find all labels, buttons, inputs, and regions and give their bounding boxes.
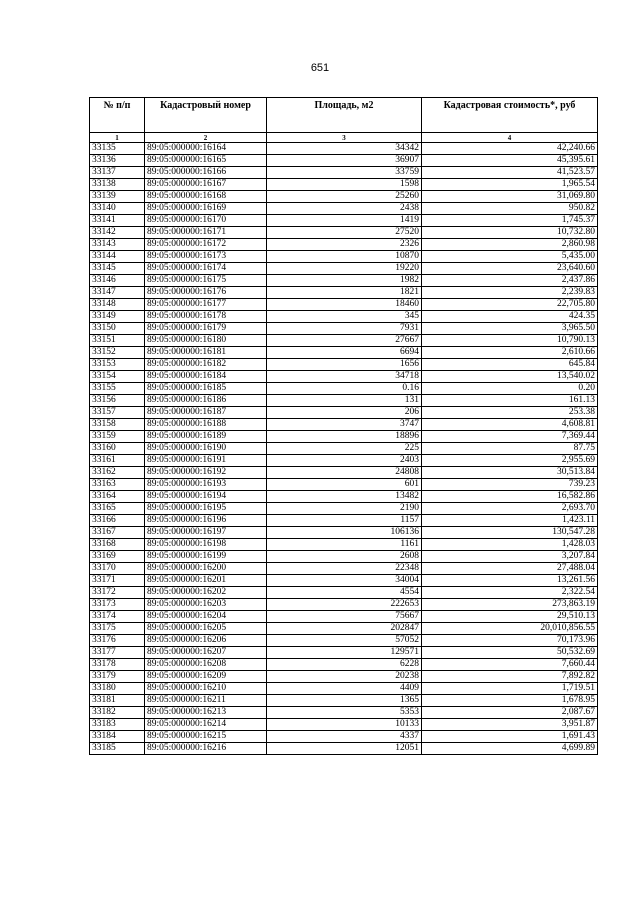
row-number-cell: 33168 <box>90 539 145 551</box>
row-number-cell: 33157 <box>90 407 145 419</box>
cadastral-value-cell: 7,660.44 <box>422 659 598 671</box>
cadastral-number-cell: 89:05:000000:16200 <box>145 563 267 575</box>
cadastral-value-cell: 13,261.56 <box>422 575 598 587</box>
cadastral-number-cell: 89:05:000000:16165 <box>145 155 267 167</box>
cadastral-value-cell: 2,322.54 <box>422 587 598 599</box>
cadastral-number-cell: 89:05:000000:16191 <box>145 455 267 467</box>
table-row <box>90 647 598 659</box>
cadastral-value-cell: 10,732.80 <box>422 227 598 239</box>
table-row <box>90 383 598 395</box>
column-number: 2 <box>145 133 267 143</box>
area-cell: 27667 <box>267 335 422 347</box>
cadastral-value-cell: 20,010,856.55 <box>422 623 598 635</box>
area-cell: 202847 <box>267 623 422 635</box>
table-row <box>90 155 598 167</box>
cadastral-value-cell: 7,892.82 <box>422 671 598 683</box>
row-number-cell: 33173 <box>90 599 145 611</box>
row-number-cell: 33178 <box>90 659 145 671</box>
table-row <box>90 431 598 443</box>
header-row-number: № п/п <box>90 98 145 133</box>
row-number-cell: 33152 <box>90 347 145 359</box>
table-row <box>90 179 598 191</box>
area-cell: 129571 <box>267 647 422 659</box>
cadastral-number-cell: 89:05:000000:16195 <box>145 503 267 515</box>
table-row <box>90 695 598 707</box>
table-row <box>90 611 598 623</box>
table-row <box>90 395 598 407</box>
table-row <box>90 287 598 299</box>
row-number-cell: 33135 <box>90 143 145 155</box>
cadastral-number-cell: 89:05:000000:16208 <box>145 659 267 671</box>
cadastral-value-cell: 29,510.13 <box>422 611 598 623</box>
cadastral-number-cell: 89:05:000000:16205 <box>145 623 267 635</box>
table-row <box>90 635 598 647</box>
table-row <box>90 263 598 275</box>
row-number-cell: 33137 <box>90 167 145 179</box>
area-cell: 10133 <box>267 719 422 731</box>
table-row <box>90 419 598 431</box>
cadastral-number-cell: 89:05:000000:16213 <box>145 707 267 719</box>
row-number-cell: 33167 <box>90 527 145 539</box>
cadastral-value-cell: 0.20 <box>422 383 598 395</box>
column-number-row <box>90 133 598 143</box>
cadastral-value-cell: 253.38 <box>422 407 598 419</box>
cadastral-value-cell: 42,240.66 <box>422 143 598 155</box>
cadastral-number-cell: 89:05:000000:16199 <box>145 551 267 563</box>
area-cell: 18896 <box>267 431 422 443</box>
table-row <box>90 539 598 551</box>
cadastral-number-cell: 89:05:000000:16206 <box>145 635 267 647</box>
area-cell: 6228 <box>267 659 422 671</box>
cadastral-value-cell: 424.35 <box>422 311 598 323</box>
cadastral-number-cell: 89:05:000000:16215 <box>145 731 267 743</box>
table-row <box>90 299 598 311</box>
row-number-cell: 33155 <box>90 383 145 395</box>
cadastral-number-cell: 89:05:000000:16214 <box>145 719 267 731</box>
table-row <box>90 143 598 155</box>
cadastral-value-cell: 50,532.69 <box>422 647 598 659</box>
header-area: Площадь, м2 <box>267 98 422 133</box>
area-cell: 1598 <box>267 179 422 191</box>
cadastral-value-cell: 3,207.84 <box>422 551 598 563</box>
area-cell: 19220 <box>267 263 422 275</box>
cadastral-number-cell: 89:05:000000:16171 <box>145 227 267 239</box>
cadastral-number-cell: 89:05:000000:16198 <box>145 539 267 551</box>
area-cell: 2438 <box>267 203 422 215</box>
cadastral-number-cell: 89:05:000000:16186 <box>145 395 267 407</box>
table-row <box>90 359 598 371</box>
area-cell: 18460 <box>267 299 422 311</box>
area-cell: 33759 <box>267 167 422 179</box>
cadastral-number-cell: 89:05:000000:16174 <box>145 263 267 275</box>
row-number-cell: 33142 <box>90 227 145 239</box>
cadastral-number-cell: 89:05:000000:16190 <box>145 443 267 455</box>
cadastral-number-cell: 89:05:000000:16193 <box>145 479 267 491</box>
area-cell: 34004 <box>267 575 422 587</box>
area-cell: 13482 <box>267 491 422 503</box>
cadastral-value-cell: 7,369.44 <box>422 431 598 443</box>
cadastral-number-cell: 89:05:000000:16188 <box>145 419 267 431</box>
area-cell: 222653 <box>267 599 422 611</box>
cadastral-value-cell: 2,693.70 <box>422 503 598 515</box>
header-cadastral-number: Кадастровый номер <box>145 98 267 133</box>
cadastral-value-cell: 30,513.84 <box>422 467 598 479</box>
table-row <box>90 443 598 455</box>
area-cell: 601 <box>267 479 422 491</box>
table-row <box>90 347 598 359</box>
row-number-cell: 33153 <box>90 359 145 371</box>
cadastral-number-cell: 89:05:000000:16189 <box>145 431 267 443</box>
cadastral-value-cell: 16,582.86 <box>422 491 598 503</box>
cadastral-number-cell: 89:05:000000:16166 <box>145 167 267 179</box>
area-cell: 34718 <box>267 371 422 383</box>
area-cell: 1365 <box>267 695 422 707</box>
table-row <box>90 323 598 335</box>
table-row <box>90 563 598 575</box>
cadastral-value-cell: 22,705.80 <box>422 299 598 311</box>
area-cell: 2403 <box>267 455 422 467</box>
cadastral-number-cell: 89:05:000000:16181 <box>145 347 267 359</box>
column-number: 3 <box>267 133 422 143</box>
cadastral-value-cell: 41,523.57 <box>422 167 598 179</box>
cadastral-value-cell: 5,435.00 <box>422 251 598 263</box>
row-number-cell: 33169 <box>90 551 145 563</box>
row-number-cell: 33160 <box>90 443 145 455</box>
cadastral-value-cell: 1,719.51 <box>422 683 598 695</box>
cadastral-number-cell: 89:05:000000:16211 <box>145 695 267 707</box>
page-number: 651 <box>310 62 330 74</box>
table-row <box>90 275 598 287</box>
area-cell: 4554 <box>267 587 422 599</box>
row-number-cell: 33154 <box>90 371 145 383</box>
table-row <box>90 743 598 755</box>
area-cell: 75667 <box>267 611 422 623</box>
row-number-cell: 33179 <box>90 671 145 683</box>
table-row <box>90 203 598 215</box>
area-cell: 1821 <box>267 287 422 299</box>
row-number-cell: 33170 <box>90 563 145 575</box>
column-number: 4 <box>422 133 598 143</box>
area-cell: 1419 <box>267 215 422 227</box>
cadastral-value-cell: 739.23 <box>422 479 598 491</box>
table-row <box>90 491 598 503</box>
cadastral-number-cell: 89:05:000000:16197 <box>145 527 267 539</box>
cadastral-value-cell: 130,547.28 <box>422 527 598 539</box>
cadastral-value-cell: 10,790.13 <box>422 335 598 347</box>
row-number-cell: 33171 <box>90 575 145 587</box>
area-cell: 27520 <box>267 227 422 239</box>
row-number-cell: 33181 <box>90 695 145 707</box>
cadastral-value-cell: 87.75 <box>422 443 598 455</box>
area-cell: 131 <box>267 395 422 407</box>
table-row <box>90 407 598 419</box>
cadastral-number-cell: 89:05:000000:16167 <box>145 179 267 191</box>
table-row <box>90 479 598 491</box>
cadastral-value-cell: 2,437.86 <box>422 275 598 287</box>
cadastral-value-cell: 950.82 <box>422 203 598 215</box>
row-number-cell: 33136 <box>90 155 145 167</box>
cadastral-value-cell: 273,863.19 <box>422 599 598 611</box>
cadastral-value-cell: 4,699.89 <box>422 743 598 755</box>
cadastral-number-cell: 89:05:000000:16202 <box>145 587 267 599</box>
area-cell: 2190 <box>267 503 422 515</box>
row-number-cell: 33166 <box>90 515 145 527</box>
row-number-cell: 33158 <box>90 419 145 431</box>
cadastral-value-cell: 23,640.60 <box>422 263 598 275</box>
area-cell: 1157 <box>267 515 422 527</box>
row-number-cell: 33174 <box>90 611 145 623</box>
row-number-cell: 33159 <box>90 431 145 443</box>
area-cell: 25260 <box>267 191 422 203</box>
row-number-cell: 33147 <box>90 287 145 299</box>
row-number-cell: 33165 <box>90 503 145 515</box>
area-cell: 206 <box>267 407 422 419</box>
area-cell: 1656 <box>267 359 422 371</box>
area-cell: 225 <box>267 443 422 455</box>
cadastral-number-cell: 89:05:000000:16177 <box>145 299 267 311</box>
cadastral-number-cell: 89:05:000000:16185 <box>145 383 267 395</box>
table-row <box>90 707 598 719</box>
area-cell: 2608 <box>267 551 422 563</box>
cadastral-number-cell: 89:05:000000:16164 <box>145 143 267 155</box>
cadastral-value-cell: 3,965.50 <box>422 323 598 335</box>
cadastral-value-cell: 161.13 <box>422 395 598 407</box>
table-header-row <box>90 98 598 133</box>
row-number-cell: 33149 <box>90 311 145 323</box>
area-cell: 57052 <box>267 635 422 647</box>
table-row <box>90 731 598 743</box>
cadastral-value-cell: 27,488.04 <box>422 563 598 575</box>
table-row <box>90 587 598 599</box>
table-row <box>90 311 598 323</box>
cadastral-number-cell: 89:05:000000:16209 <box>145 671 267 683</box>
cadastral-value-cell: 1,965.54 <box>422 179 598 191</box>
cadastral-value-cell: 4,608.81 <box>422 419 598 431</box>
area-cell: 0.16 <box>267 383 422 395</box>
cadastral-value-cell: 645.84 <box>422 359 598 371</box>
row-number-cell: 33177 <box>90 647 145 659</box>
cadastral-value-cell: 13,540.02 <box>422 371 598 383</box>
row-number-cell: 33185 <box>90 743 145 755</box>
cadastral-number-cell: 89:05:000000:16168 <box>145 191 267 203</box>
row-number-cell: 33156 <box>90 395 145 407</box>
table-row <box>90 551 598 563</box>
row-number-cell: 33145 <box>90 263 145 275</box>
row-number-cell: 33162 <box>90 467 145 479</box>
area-cell: 2326 <box>267 239 422 251</box>
cadastral-number-cell: 89:05:000000:16194 <box>145 491 267 503</box>
cadastral-number-cell: 89:05:000000:16176 <box>145 287 267 299</box>
area-cell: 1982 <box>267 275 422 287</box>
table-row <box>90 167 598 179</box>
cadastral-number-cell: 89:05:000000:16175 <box>145 275 267 287</box>
area-cell: 34342 <box>267 143 422 155</box>
table-row <box>90 671 598 683</box>
cadastral-number-cell: 89:05:000000:16178 <box>145 311 267 323</box>
area-cell: 106136 <box>267 527 422 539</box>
area-cell: 4337 <box>267 731 422 743</box>
cadastral-value-cell: 2,239.83 <box>422 287 598 299</box>
table-row <box>90 191 598 203</box>
row-number-cell: 33139 <box>90 191 145 203</box>
cadastral-number-cell: 89:05:000000:16196 <box>145 515 267 527</box>
area-cell: 22348 <box>267 563 422 575</box>
table-row <box>90 467 598 479</box>
table-row <box>90 683 598 695</box>
cadastral-value-cell: 1,423.11 <box>422 515 598 527</box>
table-row <box>90 515 598 527</box>
row-number-cell: 33183 <box>90 719 145 731</box>
row-number-cell: 33172 <box>90 587 145 599</box>
row-number-cell: 33138 <box>90 179 145 191</box>
cadastral-number-cell: 89:05:000000:16179 <box>145 323 267 335</box>
cadastral-value-cell: 3,951.87 <box>422 719 598 731</box>
row-number-cell: 33144 <box>90 251 145 263</box>
table-row <box>90 215 598 227</box>
area-cell: 1161 <box>267 539 422 551</box>
column-number: 1 <box>90 133 145 143</box>
cadastral-value-cell: 31,069.80 <box>422 191 598 203</box>
area-cell: 6694 <box>267 347 422 359</box>
row-number-cell: 33141 <box>90 215 145 227</box>
cadastral-number-cell: 89:05:000000:16169 <box>145 203 267 215</box>
cadastral-number-cell: 89:05:000000:16216 <box>145 743 267 755</box>
cadastral-number-cell: 89:05:000000:16203 <box>145 599 267 611</box>
row-number-cell: 33161 <box>90 455 145 467</box>
cadastral-number-cell: 89:05:000000:16184 <box>145 371 267 383</box>
cadastral-number-cell: 89:05:000000:16173 <box>145 251 267 263</box>
table-row <box>90 719 598 731</box>
area-cell: 12051 <box>267 743 422 755</box>
cadastral-value-cell: 2,860.98 <box>422 239 598 251</box>
table-row <box>90 335 598 347</box>
cadastral-table <box>89 97 598 755</box>
row-number-cell: 33163 <box>90 479 145 491</box>
cadastral-number-cell: 89:05:000000:16170 <box>145 215 267 227</box>
row-number-cell: 33150 <box>90 323 145 335</box>
row-number-cell: 33176 <box>90 635 145 647</box>
area-cell: 3747 <box>267 419 422 431</box>
area-cell: 10870 <box>267 251 422 263</box>
row-number-cell: 33148 <box>90 299 145 311</box>
cadastral-number-cell: 89:05:000000:16180 <box>145 335 267 347</box>
cadastral-value-cell: 45,395.61 <box>422 155 598 167</box>
cadastral-value-cell: 2,610.66 <box>422 347 598 359</box>
cadastral-value-cell: 70,173.96 <box>422 635 598 647</box>
table-row <box>90 503 598 515</box>
row-number-cell: 33143 <box>90 239 145 251</box>
row-number-cell: 33164 <box>90 491 145 503</box>
row-number-cell: 33184 <box>90 731 145 743</box>
row-number-cell: 33146 <box>90 275 145 287</box>
table-row <box>90 251 598 263</box>
row-number-cell: 33151 <box>90 335 145 347</box>
cadastral-number-cell: 89:05:000000:16210 <box>145 683 267 695</box>
cadastral-value-cell: 1,691.43 <box>422 731 598 743</box>
table-row <box>90 371 598 383</box>
table-row <box>90 599 598 611</box>
cadastral-value-cell: 1,745.37 <box>422 215 598 227</box>
table-row <box>90 575 598 587</box>
cadastral-value-cell: 1,428.03 <box>422 539 598 551</box>
area-cell: 36907 <box>267 155 422 167</box>
row-number-cell: 33180 <box>90 683 145 695</box>
cadastral-value-cell: 2,087.67 <box>422 707 598 719</box>
cadastral-number-cell: 89:05:000000:16192 <box>145 467 267 479</box>
row-number-cell: 33175 <box>90 623 145 635</box>
row-number-cell: 33182 <box>90 707 145 719</box>
area-cell: 20238 <box>267 671 422 683</box>
area-cell: 24808 <box>267 467 422 479</box>
table-row <box>90 527 598 539</box>
table-row <box>90 239 598 251</box>
table-row <box>90 659 598 671</box>
table-row <box>90 227 598 239</box>
cadastral-number-cell: 89:05:000000:16207 <box>145 647 267 659</box>
cadastral-number-cell: 89:05:000000:16172 <box>145 239 267 251</box>
cadastral-value-cell: 2,955.69 <box>422 455 598 467</box>
area-cell: 5353 <box>267 707 422 719</box>
table-row <box>90 623 598 635</box>
cadastral-value-cell: 1,678.95 <box>422 695 598 707</box>
cadastral-number-cell: 89:05:000000:16201 <box>145 575 267 587</box>
area-cell: 345 <box>267 311 422 323</box>
row-number-cell: 33140 <box>90 203 145 215</box>
cadastral-number-cell: 89:05:000000:16204 <box>145 611 267 623</box>
header-cadastral-value: Кадастровая стоимость*, руб <box>422 98 598 133</box>
cadastral-number-cell: 89:05:000000:16182 <box>145 359 267 371</box>
area-cell: 4409 <box>267 683 422 695</box>
table-row <box>90 455 598 467</box>
area-cell: 7931 <box>267 323 422 335</box>
cadastral-number-cell: 89:05:000000:16187 <box>145 407 267 419</box>
